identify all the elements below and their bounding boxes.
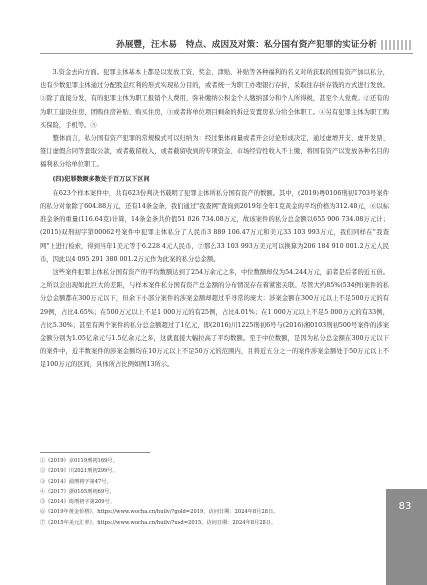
footnote: ⑦《2015年美元汇率》，https://www.wocha.cn/huilv/?usd=2015，访问日期：2024年8月28日。 [40,519,277,526]
page-number: 83 [398,501,412,512]
body-paragraph: 在623个样本案件中，共有623份判决书载明了犯罪主体所私分国有资产的数额。其中，(2019)粤0106刑初1703号案件的私分对象除了604.88万元，还有14条金条，我们通过"我查网"查询到2019年全年1克黄金的平均价格为312.48元，⑥以标准金条的重量(116.64克)计算，14条金条共价值51 026 734.08万元，故该案件的私分总金额以655 906 734.08万元计；(2015)双刑初字第00062号案件中犯罪主体私分了人民币3 889 106.47万元和美元33 103 993万元，我们同样在"我查网"上进行检索，得到当年1美元等于6.228 4元人民币，⑦那么33 103 993万美元可以换算为206 184 910 001.2万元人民币，因此以4 095 291 380 001.2万元作为此案的私分总金额。 [40,189,389,263]
footnote: ③《2014》浦刑初字第47号。 [40,478,112,485]
footnote: ①《2019》京0119刑初169号。 [40,458,118,464]
footnote: ④《2017》浙0105刑初69号。 [40,488,115,495]
footnote: ⑥《2019年黄金价格》，https://www.wocha.cn/huilv/?gold=2019，访问日期：2024年8月28日。 [40,509,279,516]
article-body [40,66,389,372]
page-header [0,0,427,60]
footnotes [40,456,340,528]
footnote-rule [40,452,150,453]
body-paragraph: 3.资金去向方面。犯罪主体基本上都是以发放工资、奖金、津贴、补贴等各种福利的名义对所获取的国有资产加以私分，也有少数犯罪主体通过分配股息红利的形式实现私分目的，或者统一为职工办理银行存折，采取往存折存钱的方式进行发放。①除了直接分发，有的犯罪主体为职工报销个人费用，弥补缴纳公积金个人缴纳部分和个人所得税，甚至个人党费。②还有的为职工建设住房，团购住房补贴、购买住房，③或者将单位项目剩余的拆迁安置房私分给全体职工。④另有犯罪主体为职工购买保险，手机等。⑤ [40,69,389,129]
footnote: ⑤《2014》筠刑初字第209号。 [40,499,115,506]
running-title: 孙展豐，汪木易 特点、成因及对策：私分国有资产犯罪的实证分析 [116,40,377,50]
body-paragraph: 整体而言，私分国有资产犯罪的常规模式可以归纳为：经过集体商量或者开会讨论形成决定，通过虚增开支、虚开发票、签订虚假合同等套取公款，或者截留收入，或者截留收到的专项资金、市场经营性收入不上缴，将国有资产以发放各种名目的福利私分给单位职工。 [40,135,389,169]
section-heading: (四)犯罪数额多数处于百万以下区间 [52,175,150,183]
body-paragraph: 这些案件犯罪主体私分国有资产的平均数额达到了254万余元之多，中位数额却仅为54.244万元，前者是后者的近五倍。之所以会出现如此巨大的差距，与样本案件私分国有资产总金额的分布情况存在着紧密关联。尽管大约85%(534例)案件的私分总金额都在300万元以下，但余下小部分案件的涉案金额却超过乎寻常的庞大：涉案金额在300万元以上不足500万元的有29例，占比4.65%；在500万元以上不足1 000万元的有25例，占比4.01%；在1 000万元以上不足5 000万元的有33例，占比5.30%；甚至有两个案件的私分总金额超过了1亿元，即(2016)川1225刑初6号与(2016)湘0103刑初500号案件的涉案金额分别为1.05亿余元与1.5亿余元之多，这就直接大幅拉高了平均数额。至于中位数额，是因为私分总金额在300万元以下的案件中，近半数案件的涉案金额均在10万元以上不足50万元的范围内，且将近五分之一的案件涉案金额处于50万元以上不足100万元的区间，具体所占比例如图13所示。 [40,269,389,369]
header-rule [40,53,413,54]
page-number-tab [386,489,427,585]
header-decoration [381,40,413,50]
footnote: ②《2019》川2021刑初299号。 [40,468,118,475]
